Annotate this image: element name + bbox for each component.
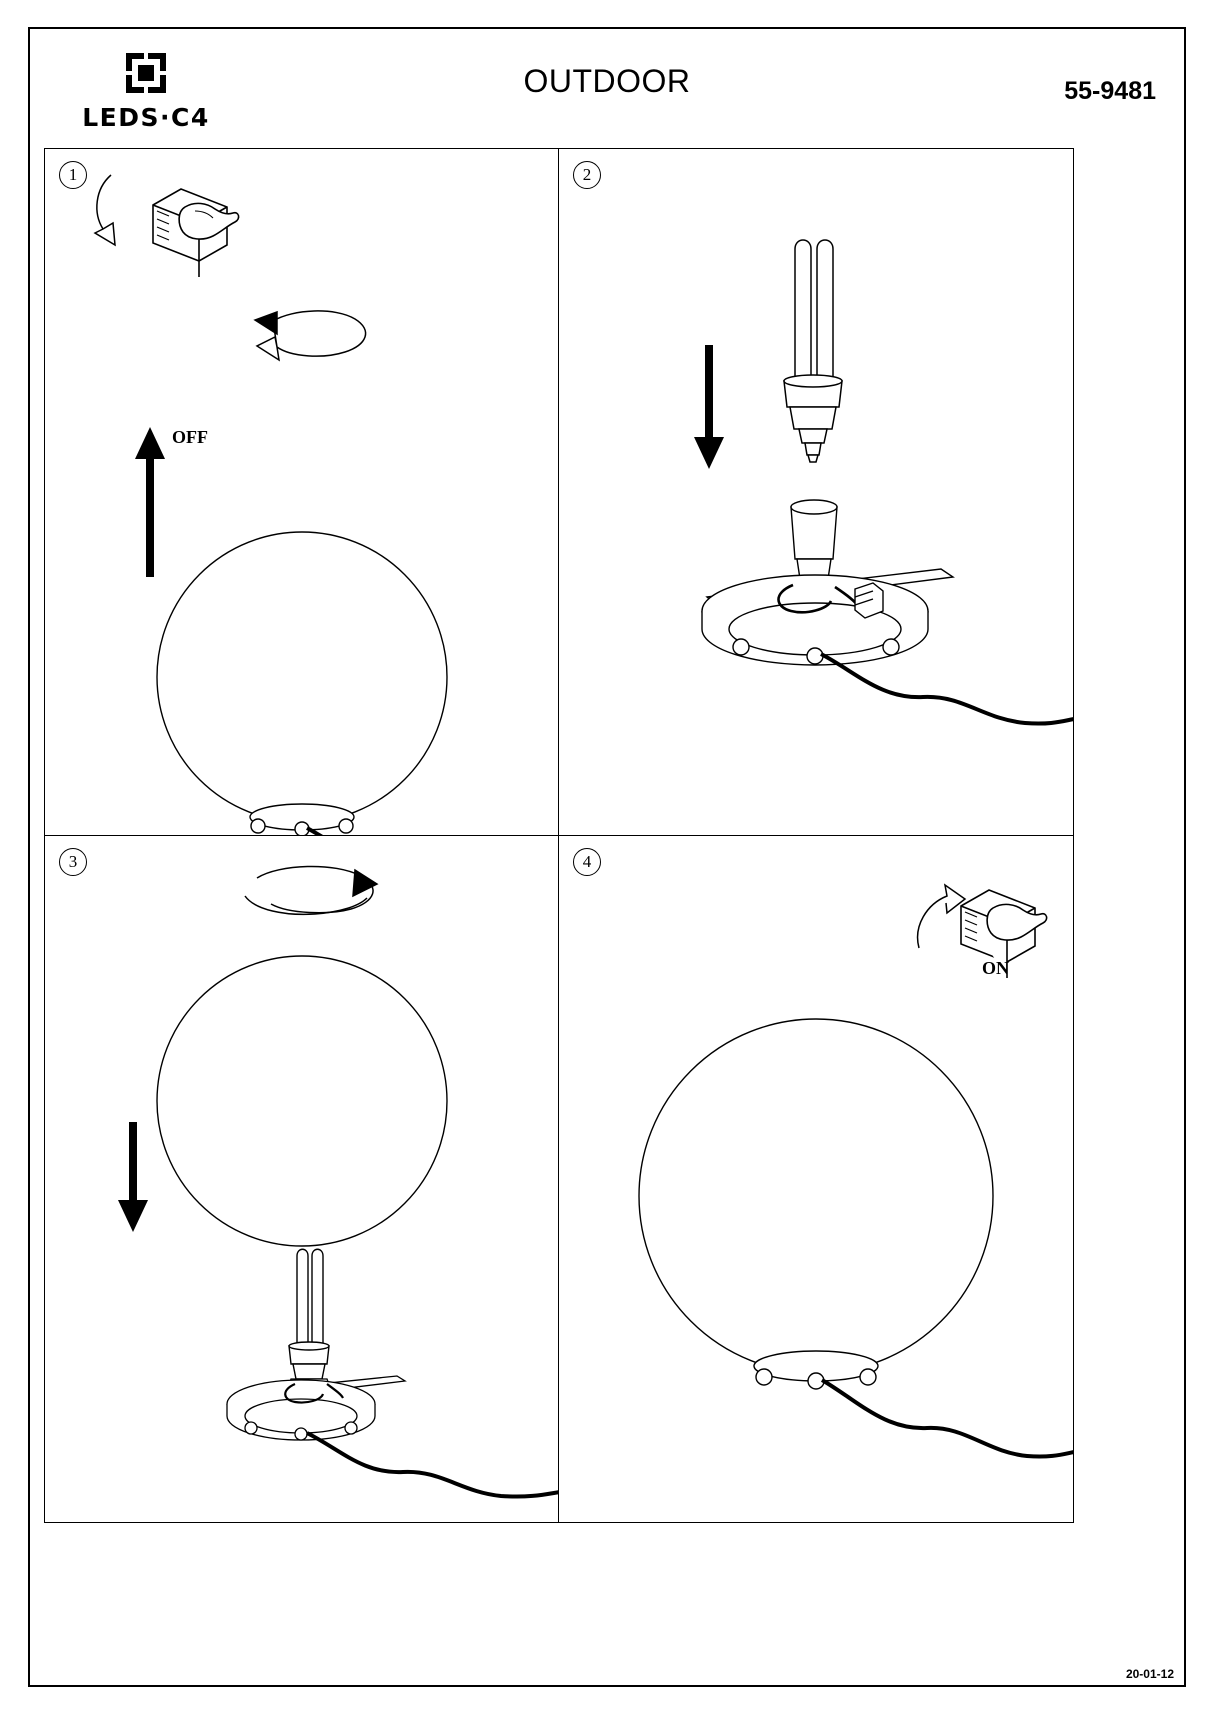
page-title: OUTDOOR — [523, 63, 691, 99]
lamp-base-icon — [754, 1351, 878, 1389]
terminal-block-icon — [855, 583, 883, 618]
step-number: 4 — [573, 848, 601, 876]
glass-sphere-diffuser-icon — [157, 956, 447, 1246]
step-panel-3 — [45, 836, 559, 1523]
step-3-illustration — [45, 836, 559, 1523]
cfl-bulb-icon — [784, 240, 842, 462]
step-2-illustration — [559, 149, 1073, 836]
switch-state-label: OFF — [172, 427, 208, 447]
power-cable-icon — [307, 1433, 559, 1497]
revision-date: 20-01-12 — [1125, 1667, 1174, 1681]
steps-grid — [44, 148, 1074, 1523]
switch-toggle-arrow-icon — [95, 175, 115, 245]
rotate-cw-arrow-icon — [245, 866, 377, 914]
hand-icon — [179, 203, 239, 239]
rotate-ccw-arrow-icon — [255, 311, 366, 360]
down-arrow-icon — [694, 345, 724, 469]
cfl-bulb-icon — [289, 1249, 329, 1379]
down-arrow-icon — [118, 1122, 148, 1232]
up-arrow-icon — [135, 427, 165, 577]
switch-toggle-arrow-icon — [918, 885, 965, 948]
step-number: 3 — [59, 848, 87, 876]
assembled-sphere-lamp-icon — [639, 1019, 993, 1373]
step-panel-4 — [559, 836, 1073, 1523]
step-number: 1 — [59, 161, 87, 189]
sheet-header — [30, 29, 1184, 139]
brand-name: LEDS·C4 — [82, 103, 210, 132]
power-cable-icon — [821, 654, 1073, 724]
switch-state-label: ON — [982, 957, 1009, 978]
step-number: 2 — [573, 161, 601, 189]
glass-sphere-diffuser-icon — [157, 532, 447, 822]
step-4-illustration — [559, 836, 1073, 1523]
hand-icon — [987, 904, 1047, 940]
lamp-base-with-bulb-icon — [227, 1376, 405, 1440]
step-panel-2 — [559, 149, 1073, 836]
lamp-base-with-socket-icon — [702, 500, 953, 665]
lamp-base-icon — [250, 804, 354, 836]
power-cable-icon — [822, 1380, 1073, 1457]
step-panel-1 — [45, 149, 559, 836]
step-1-illustration — [45, 149, 559, 836]
product-code: 55-9481 — [1064, 77, 1156, 105]
